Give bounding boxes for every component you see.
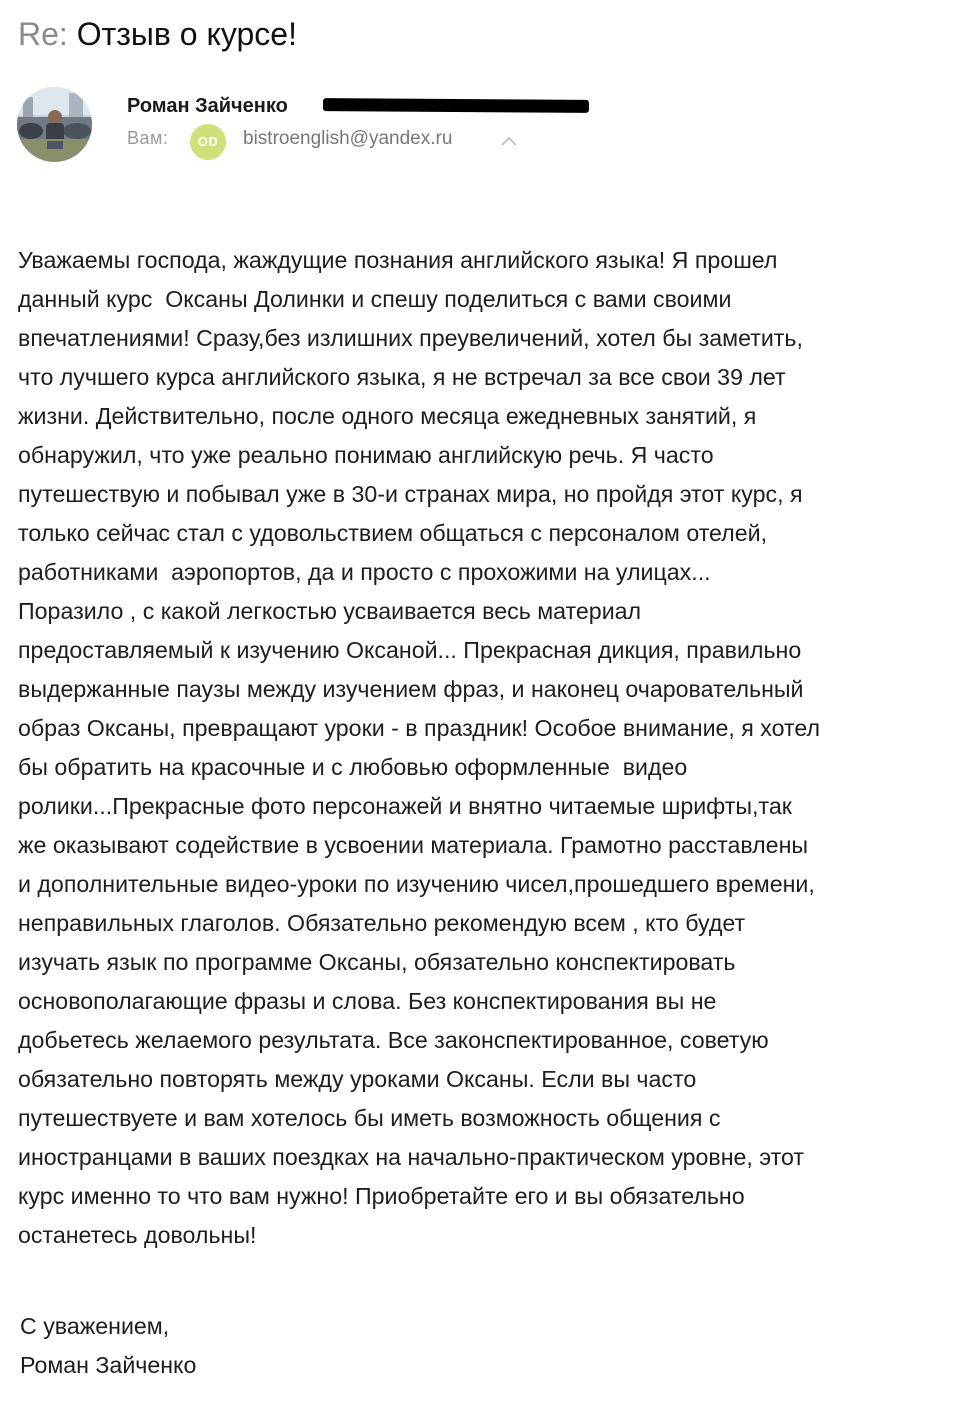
body-line: обнаружил, что уже реально понимаю английскую речь. Я часто	[18, 442, 714, 468]
body-line: путешествую и побывал уже в 30-и странах мира, но пройдя этот курс, я	[18, 481, 803, 507]
body-line: впечатлениями! Сразу,без излишних преувеличений, хотел бы заметить,	[18, 325, 803, 351]
body-line: и дополнительные видео-уроки по изучению чисел,прошедшего времени,	[18, 871, 815, 897]
sender-name[interactable]: Роман Зайченко	[127, 95, 288, 117]
message-signature	[20, 1307, 196, 1385]
body-line: неправильных глаголов. Обязательно рекомендую всем , кто будет	[18, 910, 746, 936]
body-line: жизни. Действительно, после одного месяца ежедневных занятий, я	[18, 403, 757, 429]
body-line: обязательно повторять между уроками Оксаны. Если вы часто	[18, 1066, 697, 1092]
message-subject	[18, 14, 297, 54]
recipient-email[interactable]: bistroenglish@yandex.ru	[243, 128, 453, 149]
body-line: образ Оксаны, превращают уроки - в праздник! Особое внимание, я хотел	[18, 715, 821, 741]
body-line: добьетесь желаемого результата. Все законспектированное, советую	[18, 1027, 769, 1053]
redacted-sender-email	[323, 98, 589, 113]
body-line: иностранцами в ваших поездках на начально-практическом уровне, этот	[18, 1144, 804, 1170]
to-label: Вам:	[127, 128, 169, 148]
body-line: основополагающие фразы и слова. Без конспектирования вы не	[18, 988, 717, 1014]
body-line: останетесь довольны!	[18, 1222, 257, 1248]
sender-line	[127, 92, 288, 120]
body-line: данный курс Оксаны Долинки и спешу поделиться с вами своими	[18, 286, 732, 312]
body-line: Поразило , с какой легкостью усваивается весь материал	[18, 598, 642, 624]
body-line: предоставляемый к изучению Оксаной... Прекрасная дикция, правильно	[18, 637, 802, 663]
body-line: бы обратить на красочные и с любовью оформленные видео	[18, 754, 688, 780]
body-line: курс именно то что вам нужно! Приобретайте его и вы обязательно	[18, 1183, 745, 1209]
signature-line: Роман Зайченко	[20, 1352, 197, 1378]
body-line: что лучшего курса английского языка, я не встречал за все свои 39 лет	[18, 364, 786, 390]
subject-title: Отзыв о курсе!	[76, 16, 297, 52]
body-line: Уважаемы господа, жаждущие познания английского языка! Я прошел	[18, 247, 778, 273]
body-line: же оказывают содействие в усвоении материала. Грамотно расставлены	[18, 832, 809, 858]
signature-line: С уважением,	[20, 1313, 170, 1339]
sender-avatar[interactable]	[17, 87, 92, 162]
message-body	[18, 241, 938, 1255]
body-line: изучать язык по программе Оксаны, обязательно конспектировать	[18, 949, 736, 975]
body-line: выдержанные паузы между изучением фраз, и наконец очаровательный	[18, 676, 804, 702]
body-line: только сейчас стал с удовольствием общаться с персоналом отелей,	[18, 520, 768, 546]
recipient-avatar-badge[interactable]: OD	[190, 124, 226, 160]
body-line: путешествуете и вам хотелось бы иметь возможность общения с	[18, 1105, 721, 1131]
body-line: ролики...Прекрасные фото персонажей и внятно читаемые шрифты,так	[18, 793, 792, 819]
subject-prefix: Re:	[18, 16, 68, 52]
body-line: работниками аэропортов, да и просто с прохожими на улицах...	[18, 559, 711, 585]
chevron-up-icon[interactable]	[500, 132, 518, 150]
avatar-photo-icon	[17, 87, 92, 162]
